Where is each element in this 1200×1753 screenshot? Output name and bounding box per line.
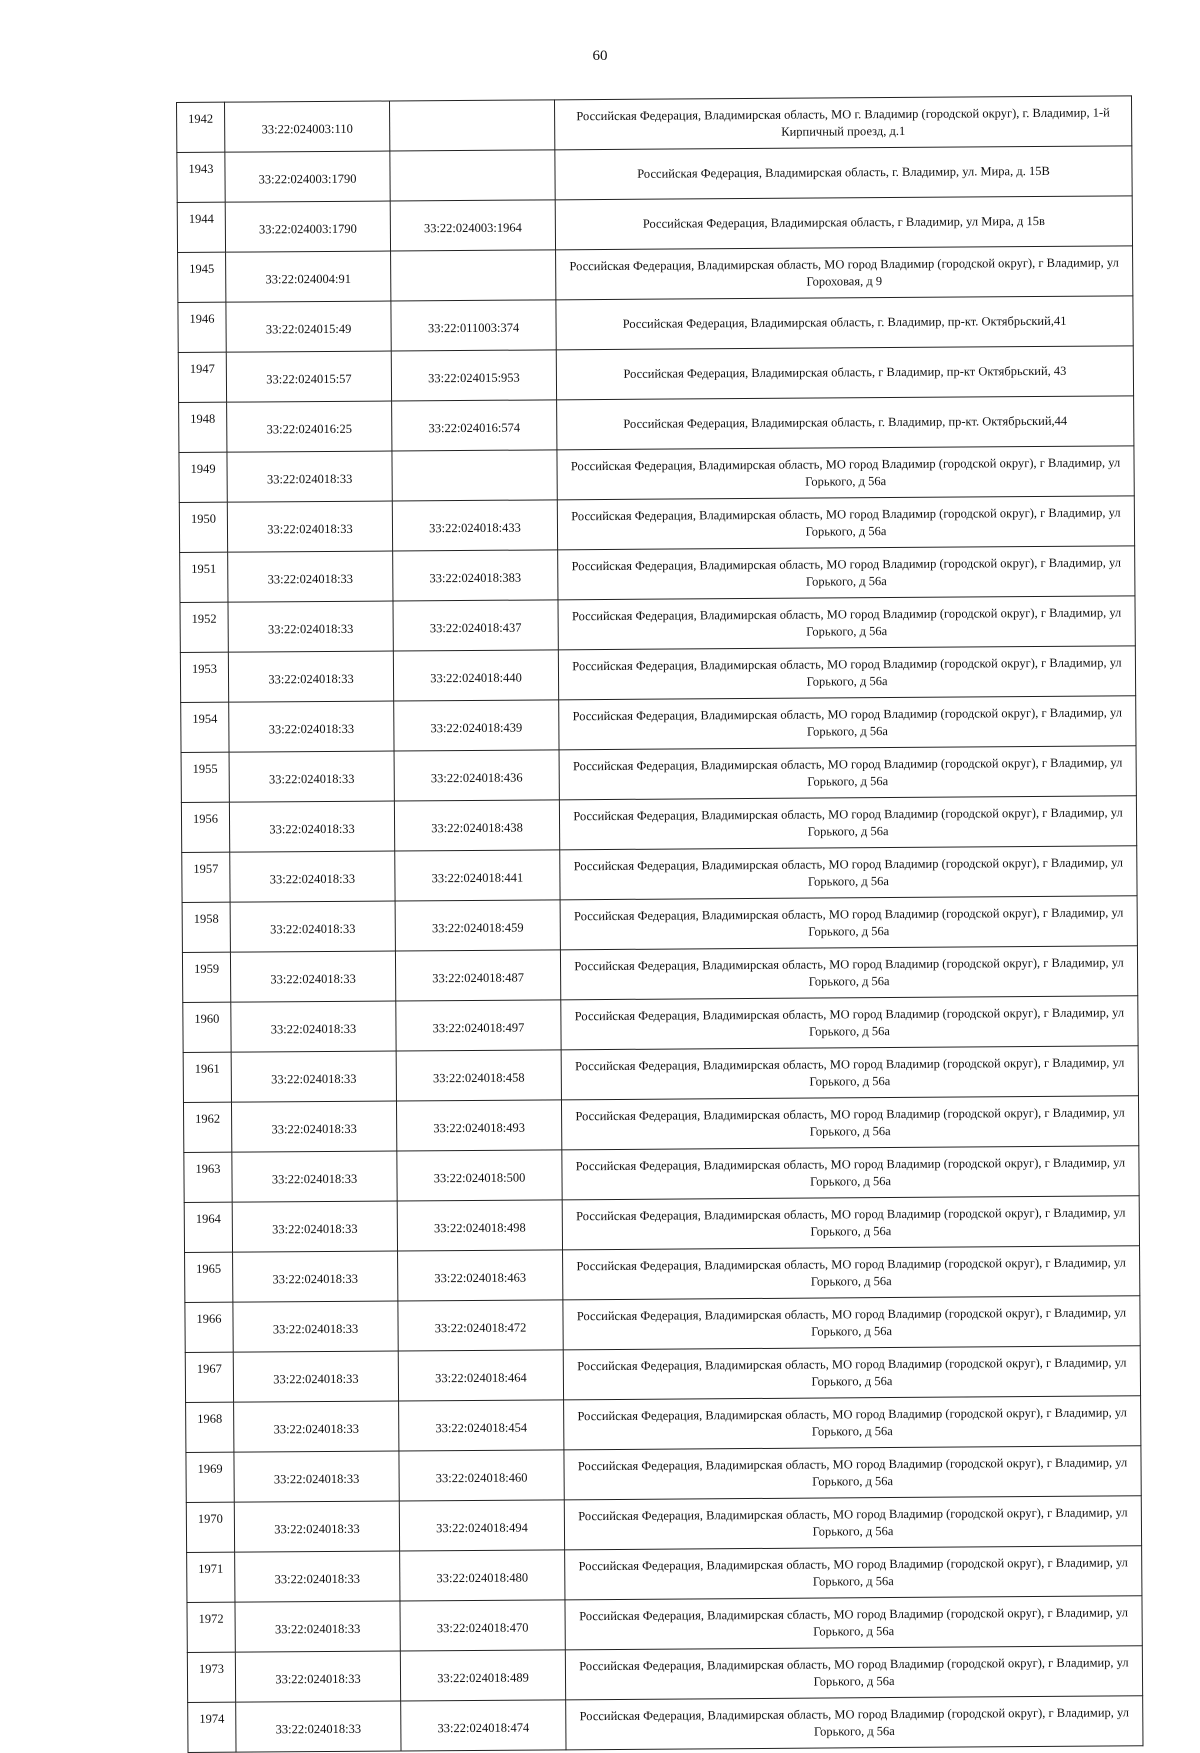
object-cadastral-number: 33:22:024018:439: [394, 700, 559, 751]
address-cell: Российская Федерация, Владимирская область, МО город Владимир (городской округ), г Владимир, ул Горького, д 56а: [564, 1396, 1141, 1450]
address-cell: Российская Федерация, Владимирская область, МО город Владимир (городской округ), г Владимир, ул Горького, д 56а: [566, 1696, 1143, 1750]
table-row: [181, 796, 1136, 853]
object-cadastral-number: [389, 100, 554, 151]
parcel-cadastral-number: 33:22:024018:33: [228, 601, 393, 652]
parcel-cadastral-number: 33:22:024018:33: [230, 951, 395, 1002]
parcel-cadastral-number: 33:22:024015:57: [226, 351, 391, 402]
table-row: [186, 1496, 1141, 1553]
address-cell: Российская Федерация, Владимирская область, МО город Владимир (городской округ), г Владимир, ул Горького, д 56а: [558, 546, 1135, 600]
row-number: 1960: [183, 1002, 231, 1052]
parcel-cadastral-number: 33:22:024018:33: [235, 1651, 400, 1702]
address-cell: Российская Федерация, Владимирская область, МО город Владимир (городской округ), г Владимир, ул Горького, д 56а: [560, 946, 1137, 1000]
object-cadastral-number: 33:22:024018:489: [400, 1650, 565, 1701]
object-cadastral-number: 33:22:024018:383: [393, 550, 558, 601]
parcel-cadastral-number: 33:22:024018:33: [232, 1151, 397, 1202]
row-number: 1968: [186, 1402, 234, 1452]
address-cell: Российская Федерация, Владимирская область, г Владимир, пр-кт Октябрьский, 43: [556, 346, 1133, 400]
row-number: 1942: [177, 102, 225, 152]
address-cell: Российская Федерация, Владимирская область, МО город Владимир (городской округ), г Владимир, ул Горького, д 56а: [561, 1096, 1138, 1150]
row-number: 1958: [182, 902, 230, 952]
object-cadastral-number: [392, 450, 557, 501]
row-number: 1952: [180, 602, 228, 652]
object-cadastral-number: 33:22:024018:487: [395, 950, 560, 1001]
object-cadastral-number: 33:22:024018:460: [399, 1450, 564, 1501]
address-cell: Российская Федерация, Владимирская область, МО город Владимир (городской округ), г Владимир, ул Горького, д 56а: [564, 1446, 1141, 1500]
address-cell: Российская Федерация, Владимирская область, МО город Владимир (городской округ), г Владимир, ул Горького, д 56а: [563, 1346, 1140, 1400]
parcel-cadastral-number: 33:22:024018:33: [234, 1501, 399, 1552]
table-row: [185, 1296, 1140, 1353]
row-number: 1957: [182, 852, 230, 902]
table-row: [178, 246, 1133, 303]
row-number: 1967: [185, 1352, 233, 1402]
table-row: [181, 696, 1136, 753]
object-cadastral-number: 33:22:024015:953: [391, 350, 556, 401]
parcel-cadastral-number: 33:22:024018:33: [229, 751, 394, 802]
parcel-cadastral-number: 33:22:024018:33: [228, 551, 393, 602]
address-cell: Российская Федерация, Владимирская область, МО город Владимир (городской округ), г Владимир, ул Горького, д 56а: [562, 1196, 1139, 1250]
table-row: [184, 1146, 1139, 1203]
address-cell: Российская Федерация, Владимирская область, МО город Владимир (городской округ), г Владимир, ул Горького, д 56а: [561, 996, 1138, 1050]
row-number: 1965: [185, 1252, 233, 1302]
parcel-cadastral-number: 33:22:024018:33: [234, 1401, 399, 1452]
object-cadastral-number: 33:22:024018:437: [393, 600, 558, 651]
parcel-cadastral-number: 33:22:024018:33: [233, 1301, 398, 1352]
address-cell: Российская Федерация, Владимирская область, МО город Владимир (городской округ), г Владимир, ул Горького, д 56а: [559, 746, 1136, 800]
parcel-cadastral-number: 33:22:024018:33: [230, 851, 395, 902]
registry-table: [176, 95, 1144, 1753]
table-row: [178, 346, 1133, 403]
table-row: [187, 1596, 1142, 1653]
parcel-cadastral-number: 33:22:024018:33: [229, 801, 394, 852]
address-cell: Российская Федерация, Владимирская область, МО город Владимир (городской округ), г Владимир, ул Горького, д 56а: [557, 496, 1134, 550]
row-number: 1973: [187, 1652, 235, 1702]
row-number: 1964: [184, 1202, 232, 1252]
table-row: [183, 1096, 1138, 1153]
parcel-cadastral-number: 33:22:024018:33: [235, 1601, 400, 1652]
parcel-cadastral-number: 33:22:024018:33: [230, 901, 395, 952]
parcel-cadastral-number: 33:22:024018:33: [231, 1101, 396, 1152]
object-cadastral-number: 33:22:024018:494: [399, 1500, 564, 1551]
parcel-cadastral-number: 33:22:024003:1790: [225, 201, 390, 252]
row-number: 1953: [180, 652, 228, 702]
object-cadastral-number: 33:22:024018:493: [396, 1100, 561, 1151]
row-number: 1954: [181, 702, 229, 752]
address-cell: Российская Федерация, Владимирская область, МО город Владимир (городской округ), г Владимир, ул Горького, д 56а: [558, 596, 1135, 650]
table-row: [177, 96, 1132, 153]
object-cadastral-number: 33:22:024018:433: [392, 500, 557, 551]
object-cadastral-number: 33:22:024018:470: [400, 1600, 565, 1651]
parcel-cadastral-number: 33:22:024003:110: [225, 101, 390, 152]
address-cell: Российская Федерация, Владимирская область, МО город Владимир (городской округ), г Владимир, ул Горького, д 56а: [564, 1496, 1141, 1550]
row-number: 1955: [181, 752, 229, 802]
parcel-cadastral-number: 33:22:024016:25: [227, 401, 392, 452]
row-number: 1945: [178, 252, 226, 302]
parcel-cadastral-number: 33:22:024003:1790: [225, 151, 390, 202]
row-number: 1956: [181, 802, 229, 852]
object-cadastral-number: 33:22:024018:480: [400, 1550, 565, 1601]
row-number: 1974: [188, 1702, 236, 1752]
row-number: 1969: [186, 1452, 234, 1502]
object-cadastral-number: 33:22:024018:497: [396, 1000, 561, 1051]
table-row: [186, 1446, 1141, 1503]
address-cell: Российская Федерация, Владимирская область, МО город Владимир (городской округ), г Владимир, ул Гороховая, д 9: [556, 246, 1133, 300]
parcel-cadastral-number: 33:22:024018:33: [228, 651, 393, 702]
row-number: 1959: [182, 952, 230, 1002]
object-cadastral-number: 33:22:024018:472: [398, 1300, 563, 1351]
table-row: [182, 946, 1137, 1003]
table-row: [183, 996, 1138, 1053]
row-number: 1944: [177, 202, 225, 252]
row-number: 1947: [178, 352, 226, 402]
object-cadastral-number: 33:22:024018:454: [399, 1400, 564, 1451]
table-row: [178, 296, 1133, 353]
parcel-cadastral-number: 33:22:024018:33: [235, 1551, 400, 1602]
address-cell: Российская Федерация, Владимирская область, МО город Владимир (городской округ), г Владимир, ул Горького, д 56а: [562, 1146, 1139, 1200]
address-cell: Российская Федерация, Владимирская область, МО город Владимир (городской округ), г Владимир, ул Горького, д 56а: [565, 1646, 1142, 1700]
row-number: 1950: [179, 502, 227, 552]
object-cadastral-number: 33:22:011003:374: [391, 300, 556, 351]
address-cell: Российская Федерация, Владимирская область, МО город Владимир (городской округ), г Владимир, ул Горького, д 56а: [558, 646, 1135, 700]
table-row: [179, 446, 1134, 503]
table-row: [182, 896, 1137, 953]
parcel-cadastral-number: 33:22:024018:33: [234, 1451, 399, 1502]
object-cadastral-number: 33:22:024018:459: [395, 900, 560, 951]
object-cadastral-number: 33:22:024016:574: [392, 400, 557, 451]
address-cell: Российская Федерация, Владимирская область, МО город Владимир (городской округ), г Владимир, ул Горького, д 56а: [557, 446, 1134, 500]
row-number: 1962: [183, 1102, 231, 1152]
address-cell: Российская Федерация, Владимирская область, МО город Владимир (городской округ), г Владимир, ул Горького, д 56а: [559, 696, 1136, 750]
object-cadastral-number: 33:22:024018:441: [395, 850, 560, 901]
object-cadastral-number: 33:22:024018:440: [393, 650, 558, 701]
table-row: [180, 596, 1135, 653]
parcel-cadastral-number: 33:22:024018:33: [233, 1351, 398, 1402]
table-row: [188, 1696, 1143, 1753]
address-cell: Российская Федерация, Владимирская область, МО город Владимир (городской округ), г Владимир, ул Горького, д 56а: [559, 796, 1136, 850]
table-row: [181, 746, 1136, 803]
parcel-cadastral-number: 33:22:024018:33: [232, 1201, 397, 1252]
object-cadastral-number: 33:22:024018:500: [397, 1150, 562, 1201]
parcel-cadastral-number: 33:22:024015:49: [226, 301, 391, 352]
table-row: [186, 1396, 1141, 1453]
row-number: 1970: [186, 1502, 234, 1552]
table-row: [180, 646, 1135, 703]
table-row: [184, 1196, 1139, 1253]
parcel-cadastral-number: 33:22:024004:91: [226, 251, 391, 302]
parcel-cadastral-number: 33:22:024018:33: [227, 501, 392, 552]
object-cadastral-number: [390, 150, 555, 201]
table-row: [187, 1546, 1142, 1603]
table-row: [187, 1646, 1142, 1703]
object-cadastral-number: 33:22:024018:436: [394, 750, 559, 801]
address-cell: Российская Федерация, Владимирская область, г. Владимир, ул. Мира, д. 15В: [555, 146, 1132, 200]
object-cadastral-number: 33:22:024018:464: [398, 1350, 563, 1401]
address-cell: Российская Федерация, Владимирская сбласть, МО город Владимир (городской округ), г Владимир, ул Горького, д 56а: [565, 1596, 1142, 1650]
address-cell: Российская Федерация, Владимирская область, МО г. Владимир (городской округ), г. Владимир, 1-й Кирпичный проезд, д.1: [554, 96, 1131, 150]
row-number: 1971: [187, 1552, 235, 1602]
table-row: [177, 196, 1132, 253]
row-number: 1946: [178, 302, 226, 352]
object-cadastral-number: [391, 250, 556, 301]
table-row: [185, 1346, 1140, 1403]
page-number: 60: [592, 48, 608, 64]
parcel-cadastral-number: 33:22:024018:33: [227, 451, 392, 502]
parcel-cadastral-number: 33:22:024018:33: [233, 1251, 398, 1302]
table-row: [185, 1246, 1140, 1303]
parcel-cadastral-number: 33:22:024018:33: [236, 1701, 401, 1752]
table-row: [183, 1046, 1138, 1103]
parcel-cadastral-number: 33:22:024018:33: [231, 1001, 396, 1052]
table-row: [180, 546, 1135, 603]
row-number: 1961: [183, 1052, 231, 1102]
address-cell: Российская Федерация, Владимирская область, МО город Владимир (городской округ), г Владимир, ул Горького, д 56а: [560, 846, 1137, 900]
row-number: 1943: [177, 152, 225, 202]
address-cell: Российская Федерация, Владимирская область, МО город Владимир (городской округ), г Владимир, ул Горького, д 56а: [560, 896, 1137, 950]
parcel-cadastral-number: 33:22:024018:33: [229, 701, 394, 752]
object-cadastral-number: 33:22:024003:1964: [390, 200, 555, 251]
address-cell: Российская Федерация, Владимирская область, МО город Владимир (городской округ), г Владимир, ул Горького, д 56а: [563, 1246, 1140, 1300]
row-number: 1963: [184, 1152, 232, 1202]
table-row: [182, 846, 1137, 903]
table-row: [177, 146, 1132, 203]
object-cadastral-number: 33:22:024018:458: [396, 1050, 561, 1101]
row-number: 1951: [180, 552, 228, 602]
row-number: 1966: [185, 1302, 233, 1352]
row-number: 1949: [179, 452, 227, 502]
row-number: 1948: [179, 402, 227, 452]
row-number: 1972: [187, 1602, 235, 1652]
address-cell: Российская Федерация, Владимирская область, г. Владимир, пр-кт. Октябрьский,44: [557, 396, 1134, 450]
address-cell: Российская Федерация, Владимирская область, г Владимир, ул Мира, д 15в: [555, 196, 1132, 250]
address-cell: Российская Федерация, Владимирская область, МО город Владимир (городской округ), г Владимир, ул Горького, д 56а: [563, 1296, 1140, 1350]
object-cadastral-number: 33:22:024018:498: [397, 1200, 562, 1251]
address-cell: Российская Федерация, Владимирская область, МО город Владимир (городской округ), г Владимир, ул Горького, д 56а: [561, 1046, 1138, 1100]
table-row: [179, 496, 1134, 553]
object-cadastral-number: 33:22:024018:474: [401, 1700, 566, 1751]
parcel-cadastral-number: 33:22:024018:33: [231, 1051, 396, 1102]
registry-body: [177, 96, 1143, 1753]
object-cadastral-number: 33:22:024018:463: [398, 1250, 563, 1301]
table-row: [179, 396, 1134, 453]
address-cell: Российская Федерация, Владимирская область, г. Владимир, пр-кт. Октябрьский,41: [556, 296, 1133, 350]
object-cadastral-number: 33:22:024018:438: [394, 800, 559, 851]
address-cell: Российская Федерация, Владимирская область, МО город Владимир (городской округ), г Владимир, ул Горького, д 56а: [565, 1546, 1142, 1600]
